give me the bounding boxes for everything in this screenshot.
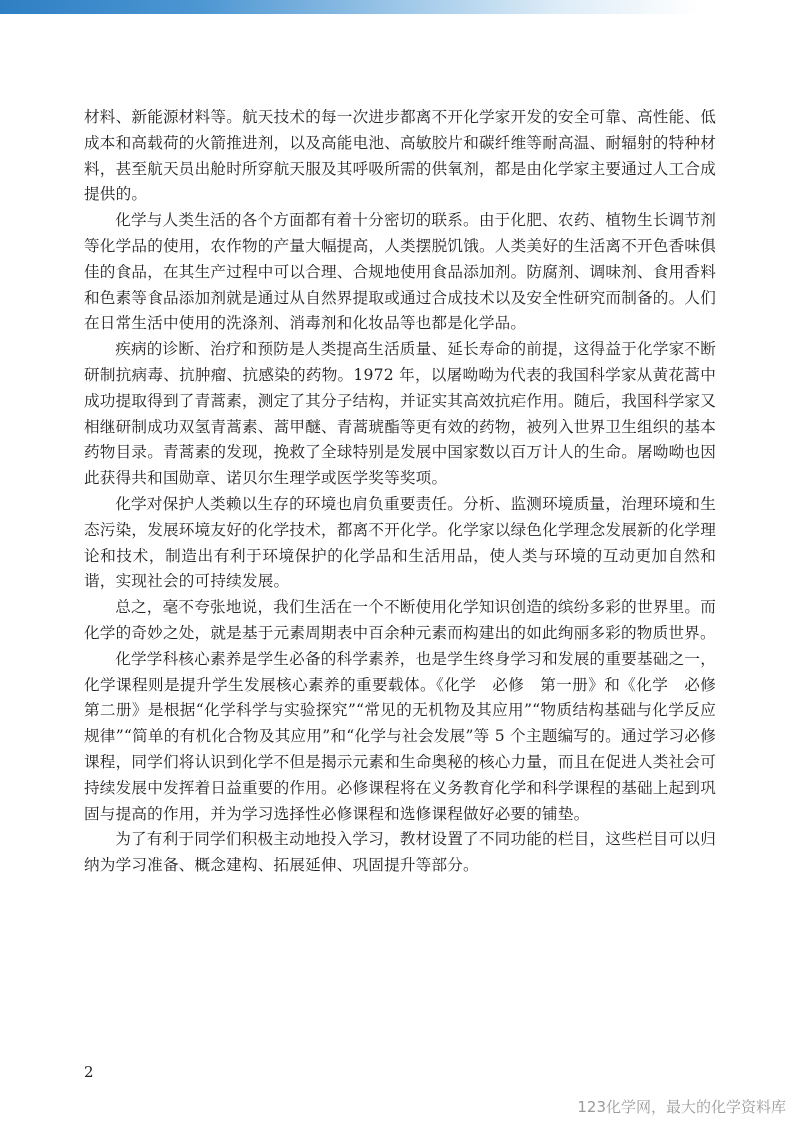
paragraph-4: 化学对保护人类赖以生存的环境也肩负重要责任。分析、监测环境质量，治理环境和生态污染，发展环境友好的化学技术，都离不开化学。化学家以绿色化学理念发展新的化学理论和技术，制造出有利于环境保护的化学品和生活用品，使人类与环境的互动更加自然和谐，实现社会的可持续发展。 — [84, 494, 716, 591]
paragraph-7: 为了有利于同学们积极主动地投入学习，教材设置了不同功能的栏目，这些栏目可以归纳为学习准备、概念建构、拓展延伸、巩固提升等部分。 — [84, 830, 716, 875]
watermark-text: 123化学网，最大的化学资料库 — [577, 1098, 786, 1116]
paragraph-2: 化学与人类生活的各个方面都有着十分密切的联系。由于化肥、农药、植物生长调节剂等化学品的使用，农作物的产量大幅提高，人类摆脱饥饿。人类美好的生活离不开色香味俱佳的食品，在其生产过程中可以合理、合规地使用食品添加剂。防腐剂、调味剂、食用香料和色素等食品添加剂就是通过从自然界提取或通过合成技术以及安全性研究而制备的。人们在日常生活中使用的洗涤剂、消毒剂和化妆品等也都是化学品。 — [84, 211, 716, 333]
paragraph-6: 化学学科核心素养是学生必备的科学素养，也是学生终身学习和发展的重要基础之一，化学课程则是提升学生发展核心素养的重要载体。《化学 必修 第一册》和《化学 必修 第二册》是根据“化学科学与实验探究”“常见的无机物及其应用”“物质结构基础与化学反应规律”“简单的有机化合物及其应用”和“化学与社会发展”等 5 个主题编写的。通过学习必修课程，同学们将认识到化学不但是揭示元素和生命奥秘的核心力量，而且在促进人类社会可持续发展中发挥着日益重要的作用。必修课程将在义务教育化学和科学课程的基础上起到巩固与提高的作用，并为学习选择性必修课程和选修课程做好必要的铺垫。 — [84, 649, 732, 823]
body-text — [84, 105, 732, 879]
header-color-bar — [0, 0, 794, 14]
page-number: 2 — [84, 1063, 94, 1081]
paragraph-5: 总之，毫不夸张地说，我们生活在一个不断使用化学知识创造的缤纷多彩的世界里。而化学的奇妙之处，就是基于元素周期表中百余种元素而构建出的如此绚丽多彩的物质世界。 — [84, 598, 716, 642]
paragraph-1: 材料、新能源材料等。航天技术的每一次进步都离不开化学家开发的安全可靠、高性能、低成本和高载荷的火箭推进剂，以及高能电池、高敏胶片和碳纤维等耐高温、耐辐射的特种材料，甚至航天员出舱时所穿航天服及其呼吸所需的供氧剂，都是由化学家主要通过人工合成提供的。 — [84, 108, 716, 204]
paragraph-3: 疾病的诊断、治疗和预防是人类提高生活质量、延长寿命的前提，这得益于化学家不断研制抗病毒、抗肿瘤、抗感染的药物。1972 年，以屠呦呦为代表的我国科学家从黄花蒿中成功提取得到了青蒿素，测定了其分子结构，并证实其高效抗疟作用。随后，我国科学家又相继研制成功双氢青蒿素、蒿甲醚、青蒿琥酯等更有效的药物，被列入世界卫生组织的基本药物目录。青蒿素的发现，挽救了全球特别是发展中国家数以百万计人的生命。屠呦呦也因此获得共和国勋章、诺贝尔生理学或医学奖等奖项。 — [84, 340, 716, 488]
